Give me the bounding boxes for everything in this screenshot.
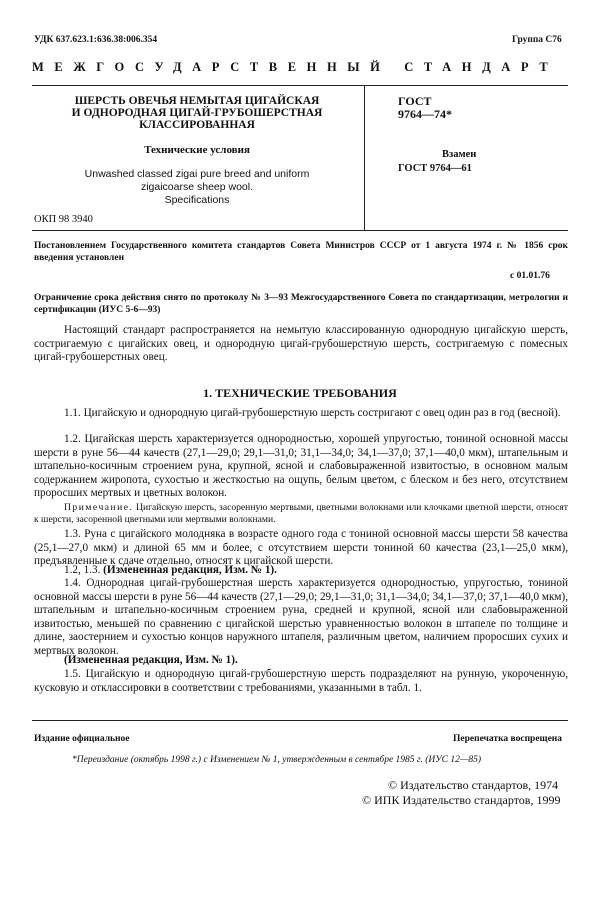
amended-line-2: (Измененная редакция, Изм. № 1). — [64, 654, 238, 666]
gost-label: ГОСТ — [398, 94, 432, 108]
okp-code: ОКП 98 3940 — [34, 214, 93, 225]
group-code: Группа С76 — [512, 35, 562, 45]
english-title-line: zigaicoarse sheep wool. — [140, 181, 254, 193]
paragraph-1-4: 1.4. Однородная цигай-грубошерстная шерсть характеризуется однородностью, упругостью, тониной основной массы шерсти в руне 56—44 качеств (27,1—29,0; 29,1—31,0; 31,1—34,0; 34,1—37,0; 37,1—40,0 мкм), штапельным и штапельно-косичным строением руна, средней и крупной, ясной или слабовыраженной извитостью, меньшей по сравнению с цигайской шерстью уравненностью волокон в штапеле по толщине и длине, заостернием и сухостью концов наружного штапеля, различным цветом, наличием проросших сухих и мертвых волокон. — [34, 577, 568, 657]
title-line: ШЕРСТЬ ОВЕЧЬЯ НЕМЫТАЯ ЦИГАЙСКАЯ — [74, 95, 320, 107]
copyright-line: © ИПК Издательство стандартов, 1999 — [362, 793, 561, 807]
title-line: И ОДНОРОДНАЯ ЦИГАЙ-ГРУБОШЕРСТНАЯ — [71, 107, 323, 119]
document-subtitle: Технические условия — [144, 144, 250, 156]
document-title — [52, 95, 342, 131]
header-divider — [364, 85, 365, 230]
udk-code: УДК 637.623.1:636.38:006.354 — [34, 35, 158, 45]
official-edition: Издание официальное — [34, 734, 130, 744]
note-label: Примечание. — [64, 502, 134, 513]
mid-rule — [32, 230, 568, 231]
gost-number — [398, 95, 452, 121]
replaces-value: ГОСТ 9764—61 — [398, 163, 472, 174]
english-title-line: Unwashed classed zigai pure breed and uniform — [84, 168, 310, 180]
decree-text: Постановлением Государственного комитета стандартов Совета Министров СССР от 1 августа 1974 г. № 1856 срок введения установлен — [34, 241, 568, 263]
effective-date: с 01.01.76 — [510, 271, 550, 281]
english-title-line: Specifications — [164, 194, 230, 206]
footer-rule — [32, 720, 568, 721]
top-rule — [32, 85, 568, 86]
paragraph-1-1: 1.1. Цигайскую и однородную цигай-грубошерстную шерсть состригают с овец один раз в год (весной). — [64, 407, 561, 419]
copyright-block — [362, 778, 560, 808]
intro-paragraph: Настоящий стандарт распространяется на немытую классированную однородную цигайскую шерсть, состригаемую с цигайских овец, и однородную цигай-грубошерстную шерсть, состригаемую с помесных цигай-грубошерстных овец. — [34, 324, 568, 363]
english-title — [52, 168, 342, 207]
standard-banner: МЕЖГОСУДАРСТВЕННЫЙ СТАНДАРТ — [32, 60, 559, 74]
paragraph-1-3: 1.3. Руна с цигайского молодняка в возрасте одного года с тониной основной массы шерсти 58 качества (25,1—27,0 мкм) и длиной 65 мм и более, с отсутствием шерсти тониной 60 качества (23,1—25,0 мкм), предъявленные к сдаче отдельно, относят к цигайской шерсти. — [34, 528, 568, 567]
paragraph-1-5: 1.5. Цигайскую и однородную цигай-грубошерстную шерсть подразделяют на рунную, укороченную, кусковую и отклассировки в соответствии с требованиями, указанными в табл. 1. — [34, 668, 568, 694]
reissue-note: *Переиздание (октябрь 1998 г.) с Изменением № 1, утвержденным в сентябре 1985 г. (ИУС 12—85) — [72, 755, 481, 765]
amended-line-1 — [64, 564, 277, 578]
copyright-line: © Издательство стандартов, 1974 — [388, 778, 559, 792]
gost-code: 9764—74* — [398, 107, 452, 121]
paragraph-1-2: 1.2. Цигайская шерсть характеризуется однородностью, хорошей упругостью, тониной основной массы шерсти в руне 56—44 качеств (27,1—29,0; 29,1—31,0; 31,1—34,0; 34,1—37,0; 37,1—40,0 мкм), штапельным и штапельно-косичным строением руна, крупной, ясной и слабовыраженной извитостью, в основном малым содержанием жиропота, сухостью и жесткостью на ощупь, белым цветом, с блеском и без него, отсутствием проросших мертвых и цветных волокон. — [34, 433, 568, 499]
amended-note: (Измененная редакция, Изм. № 1). — [103, 564, 277, 576]
limitation-text: Ограничение срока действия снято по протоколу № 3—93 Межгосударственного Совета по стандартизации, метрологии и сертификации (ИУС 5-6—93) — [34, 293, 568, 315]
reprint-notice: Перепечатка воспрещена — [453, 734, 563, 744]
amended-numbers: 1.2, 1.3. — [64, 564, 101, 576]
replaces-block — [398, 148, 476, 176]
title-line: КЛАССИРОВАННАЯ — [139, 119, 255, 131]
note-text: Цигайскую шерсть, засоренную мертвыми, цветными волокнами или клочками цветной шерсти, относят к шерсти, засоренной цветными или мертвыми волокнами. — [34, 502, 568, 525]
replaces-label: Взамен — [442, 149, 477, 160]
section-title: 1. ТЕХНИЧЕСКИЕ ТРЕБОВАНИЯ — [203, 386, 397, 400]
note-paragraph — [34, 502, 568, 526]
